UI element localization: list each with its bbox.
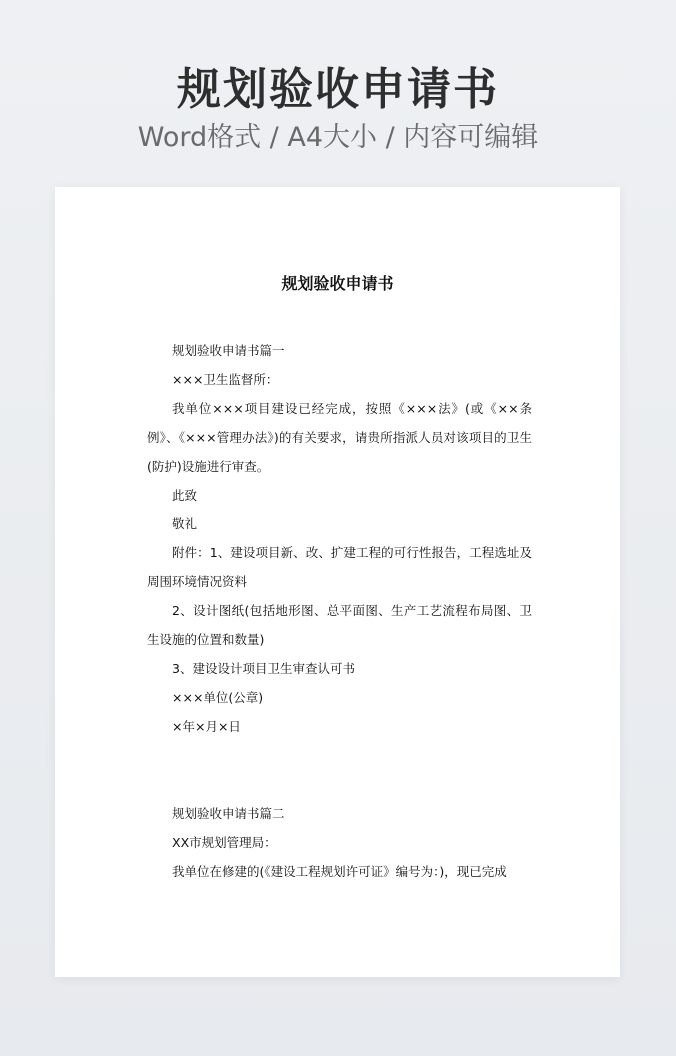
section1-closing-1: 此致 [172,487,198,503]
section1-attachment-2: 2、设计图纸(包括地形图、总平面图、生产工艺流程布局图、卫生设施的位置和数量) [147,603,532,648]
section2-addressee: XX市规划管理局： [172,834,277,850]
section2-heading: 规划验收申请书篇二 [172,805,285,821]
section1-attachment-3: 3、建设设计项目卫生审查认可书 [172,660,355,676]
section1-attachment-1: 附件：1、建设项目新、改、扩建工程的可行性报告，工程选址及周围环境情况资料 [147,545,532,590]
section1-addressee: ×××卫生监督所： [172,371,279,387]
document-body [147,337,532,886]
section2-body: 我单位在修建的(《建设工程规划许可证》编号为：)，现已完成 [172,863,507,879]
section1-signature: ×××单位(公章) [172,689,264,705]
section1-heading: 规划验收申请书篇一 [172,343,285,358]
document-title: 规划验收申请书 [281,274,394,293]
section-gap [147,742,532,800]
banner-title: 规划验收申请书 [177,64,499,115]
section1-date: ×年×月×日 [172,718,241,734]
section1-closing-2: 敬礼 [172,516,198,532]
section1-body: 我单位×××项目建设已经完成，按照《×××法》(或《××条例》、《×××管理办法》)的有关要求，请贵所指派人员对该项目的卫生(防护)设施进行审查。 [147,400,532,474]
banner-subtitle: Word格式 / A4大小 / 内容可编辑 [137,122,539,153]
document-page [55,187,620,977]
